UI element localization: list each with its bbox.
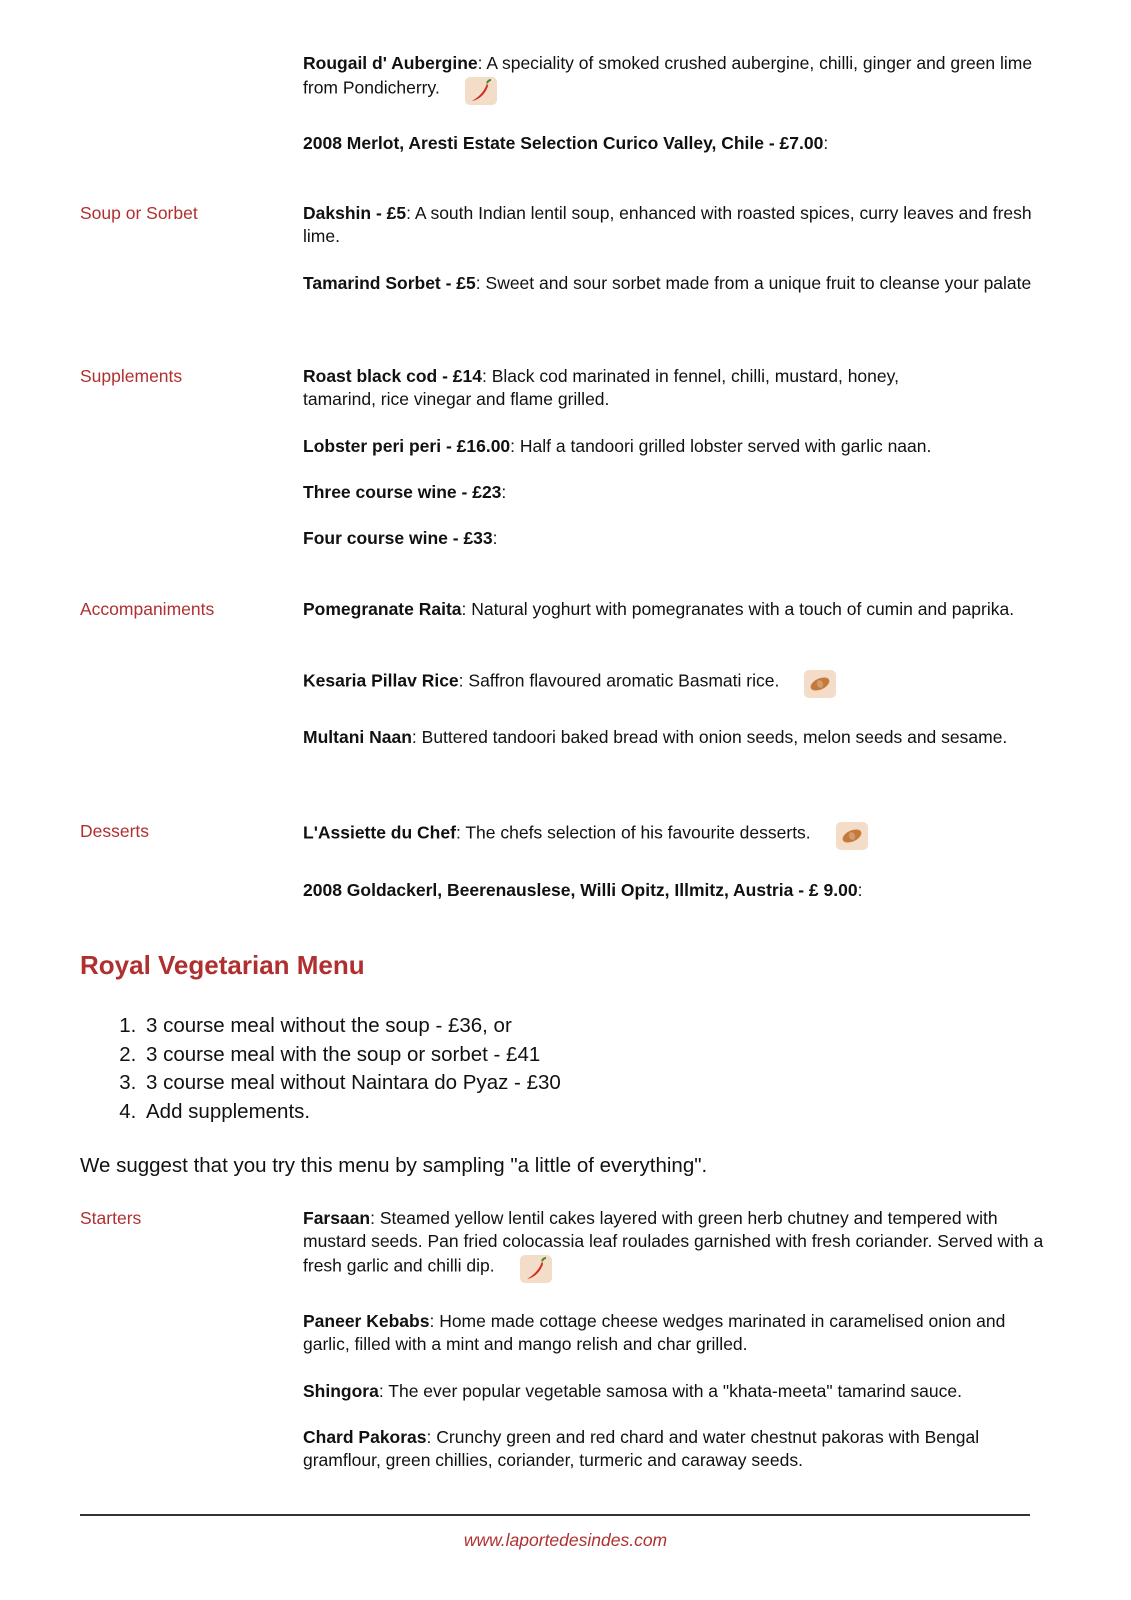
item-name: Roast black cod - £14 xyxy=(303,366,482,386)
item-name: Kesaria Pillav Rice xyxy=(303,670,459,691)
category-label: Soup or Sorbet xyxy=(80,203,198,223)
item-description: The ever popular vegetable samosa with a "khata-meeta" tamarind sauce. xyxy=(388,1381,962,1401)
item-name: Three course wine - £23 xyxy=(303,482,502,502)
menu-item: Farsaan: Steamed yellow lentil cakes layered with green herb chutney and tempered with mustard seeds. Pan fried colocassia leaf roulades garnished with fresh coriander. Served with a fresh garlic and chilli dip. xyxy=(303,1207,1053,1281)
item-name: Multani Naan xyxy=(303,727,412,747)
nut-icon xyxy=(836,822,868,850)
item-name: Tamarind Sorbet - £5 xyxy=(303,273,476,293)
price-option: 4. Add supplements. xyxy=(142,1098,561,1127)
item-description: Home made cottage cheese wedges marinated in caramelised onion and garlic, filled with a mint and mango relish and char grilled. xyxy=(303,1311,1006,1354)
footer-divider xyxy=(80,1514,1030,1516)
item-name: Farsaan xyxy=(303,1208,371,1228)
item-description: Black cod marinated in fennel, chilli, mustard, honey, tamarind, rice vinegar and flame grilled. xyxy=(303,366,899,409)
item-description: A south Indian lentil soup, enhanced with roasted spices, curry leaves and fresh lime. xyxy=(303,203,1032,246)
item-name: Rougail d' Aubergine xyxy=(303,53,478,73)
price-option: 3. 3 course meal without Naintara do Pyaz - £30 xyxy=(142,1069,561,1098)
category-label: Accompaniments xyxy=(80,599,215,619)
menu-item: Multani Naan: Buttered tandoori baked bread with onion seeds, melon seeds and sesame. xyxy=(303,727,1008,747)
menu-item: Dakshin - £5: A south Indian lentil soup, enhanced with roasted spices, curry leaves and fresh lime. xyxy=(303,203,1032,246)
menu-item: Four course wine - £33: xyxy=(303,528,498,548)
item-description: A speciality of smoked crushed aubergine, chilli, ginger and green lime from Pondicherry. xyxy=(303,53,1033,98)
category-label: Starters xyxy=(80,1208,142,1228)
item-description: The chefs selection of his favourite desserts. xyxy=(465,822,811,843)
item-description: Steamed yellow lentil cakes layered with green herb chutney and tempered with mustard seeds. Pan fried colocassia leaf roulades garnished with fresh coriander. Served with a fresh garlic and chilli dip. xyxy=(303,1208,1044,1276)
menu-item: Kesaria Pillav Rice: Saffron flavoured aromatic Basmati rice. xyxy=(303,668,1053,696)
item-name: 2008 Goldackerl, Beerenauslese, Willi Opitz, Illmitz, Austria - £ 9.00 xyxy=(303,880,858,900)
menu-item: Shingora: The ever popular vegetable samosa with a "khata-meeta" tamarind sauce. xyxy=(303,1381,962,1401)
chilli-icon xyxy=(465,77,497,105)
item-name: Lobster peri peri - £16.00 xyxy=(303,436,511,456)
menu-item: Roast black cod - £14: Black cod marinated in fennel, chilli, mustard, honey, tamarind, rice vinegar and flame grilled. xyxy=(303,366,899,409)
item-name: L'Assiette du Chef xyxy=(303,822,456,843)
item-name: 2008 Merlot, Aresti Estate Selection Curico Valley, Chile - £7.00 xyxy=(303,133,824,153)
menu-item: Tamarind Sorbet - £5: Sweet and sour sorbet made from a unique fruit to cleanse your palate xyxy=(303,273,1032,293)
wine-item: 2008 Merlot, Aresti Estate Selection Curico Valley, Chile - £7.00: xyxy=(303,133,829,153)
item-name: Pomegranate Raita xyxy=(303,599,462,619)
menu-item: Lobster peri peri - £16.00: Half a tandoori grilled lobster served with garlic naan. xyxy=(303,436,932,456)
menu-item: L'Assiette du Chef: The chefs selection of his favourite desserts. xyxy=(303,820,1053,848)
item-description: Natural yoghurt with pomegranates with a touch of cumin and paprika. xyxy=(471,599,1015,619)
chilli-icon xyxy=(520,1255,552,1283)
item-description: Crunchy green and red chard and water chestnut pakoras with Bengal gramflour, green chillies, coriander, turmeric and caraway seeds. xyxy=(303,1427,980,1470)
section-title: Royal Vegetarian Menu xyxy=(80,950,365,980)
item-name: Chard Pakoras xyxy=(303,1427,427,1447)
category-label: Desserts xyxy=(80,821,150,841)
menu-item: Pomegranate Raita: Natural yoghurt with pomegranates with a touch of cumin and paprika. xyxy=(303,599,1015,619)
item-name: Paneer Kebabs xyxy=(303,1311,430,1331)
nut-icon xyxy=(804,670,836,698)
menu-item: Three course wine - £23: xyxy=(303,482,507,502)
item-name: Shingora xyxy=(303,1381,379,1401)
wine-item: 2008 Goldackerl, Beerenauslese, Willi Opitz, Illmitz, Austria - £ 9.00: xyxy=(303,880,863,900)
menu-item: Paneer Kebabs: Home made cottage cheese wedges marinated in caramelised onion and garlic, filled with a mint and mango relish and char grilled. xyxy=(303,1311,1006,1354)
item-description: Buttered tandoori baked bread with onion seeds, melon seeds and sesame. xyxy=(421,727,1008,747)
menu-item: Rougail d' Aubergine: A speciality of smoked crushed aubergine, chilli, ginger and green lime from Pondicherry. xyxy=(303,52,1053,103)
price-option: 1. 3 course meal without the soup - £36, or xyxy=(142,1012,561,1041)
item-description: Half a tandoori grilled lobster served with garlic naan. xyxy=(519,436,932,456)
price-options-list xyxy=(80,1012,561,1126)
price-option: 2. 3 course meal with the soup or sorbet - £41 xyxy=(142,1041,561,1070)
item-name: Four course wine - £33 xyxy=(303,528,493,548)
category-label: Supplements xyxy=(80,366,183,386)
item-description: Sweet and sour sorbet made from a unique fruit to cleanse your palate xyxy=(485,273,1032,293)
suggestion-text: We suggest that you try this menu by sampling "a little of everything". xyxy=(80,1154,708,1177)
footer-website-link[interactable]: www.laportedesindes.com xyxy=(463,1530,668,1550)
menu-item: Chard Pakoras: Crunchy green and red chard and water chestnut pakoras with Bengal gramflour, green chillies, coriander, turmeric and caraway seeds. xyxy=(303,1427,980,1470)
item-description: Saffron flavoured aromatic Basmati rice. xyxy=(468,670,780,691)
item-name: Dakshin - £5 xyxy=(303,203,407,223)
